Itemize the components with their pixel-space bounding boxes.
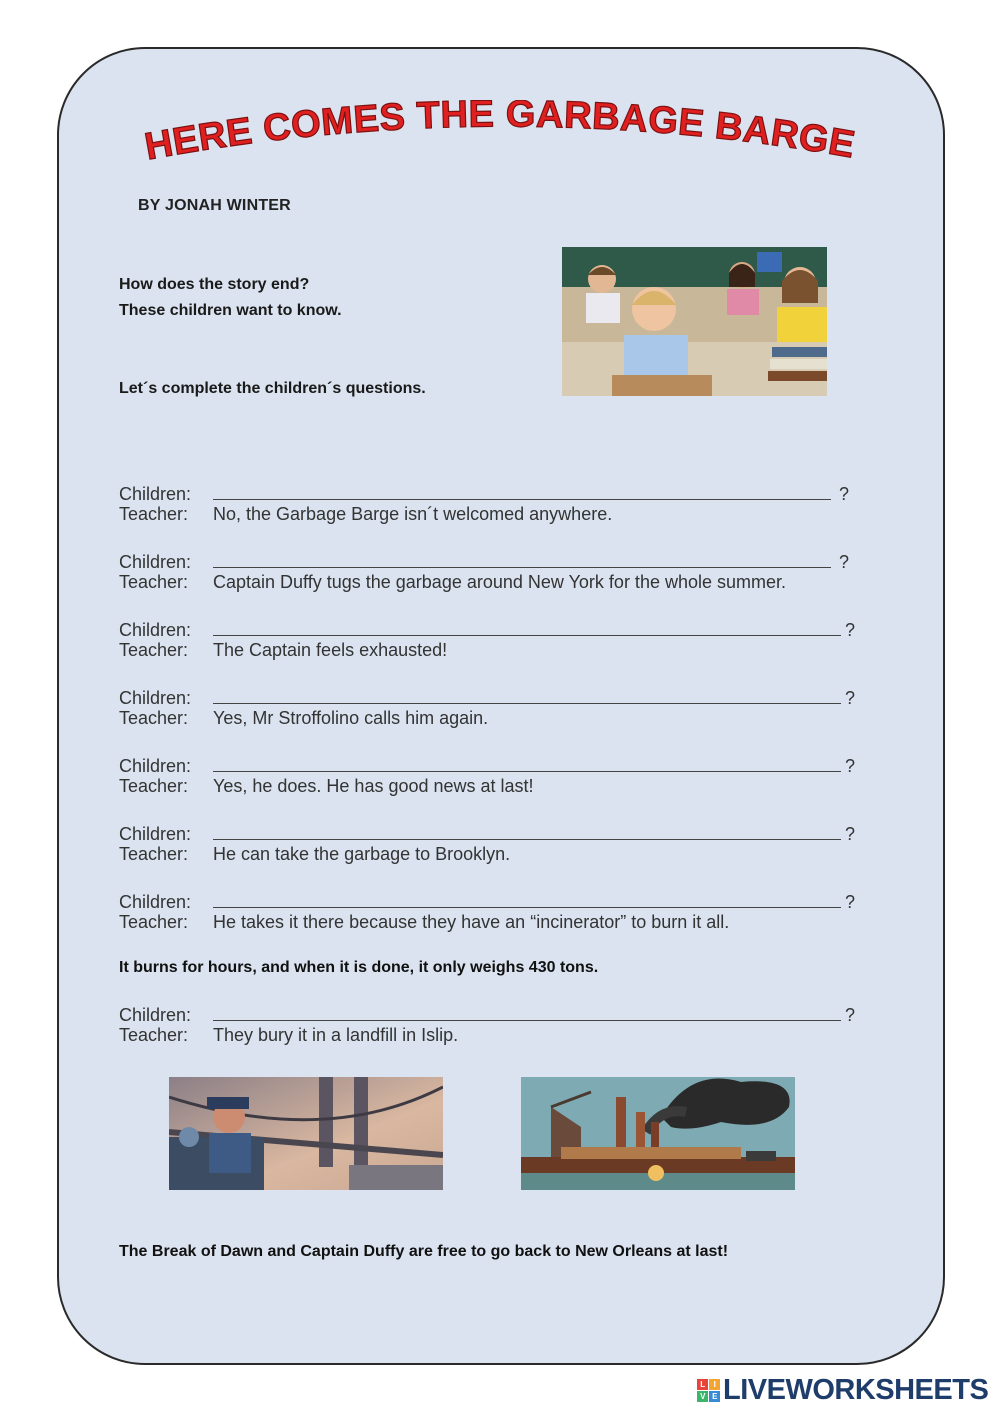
author-byline: BY JONAH WINTER [138, 197, 291, 214]
answer-blank-7[interactable] [213, 893, 841, 908]
answer-blank-1[interactable] [213, 485, 831, 500]
children-label: Children: [119, 620, 192, 640]
story-ending-note: The Break of Dawn and Captain Duffy are free to go back to New Orleans at last! [119, 1243, 729, 1260]
intro-question: How does the story end? [119, 276, 310, 293]
children-label: Children: [119, 824, 192, 844]
qa-pair-6 [119, 821, 879, 867]
question-mark: ? [845, 892, 856, 912]
answer-blank-4[interactable] [213, 689, 841, 704]
question-mark: ? [845, 824, 856, 844]
children-label: Children: [119, 688, 192, 708]
logo-letter: I [709, 1379, 720, 1390]
teacher-answer-3: The Captain feels exhausted! [213, 640, 448, 660]
children-label: Children: [119, 756, 192, 776]
teacher-label: Teacher: [119, 572, 189, 592]
answer-blank-6[interactable] [213, 825, 841, 840]
garbage-barge-illustration [521, 1077, 795, 1190]
qa-pair-4 [119, 685, 879, 731]
question-mark: ? [845, 1005, 856, 1025]
teacher-label: Teacher: [119, 640, 189, 660]
teacher-answer-6: He can take the garbage to Brooklyn. [213, 844, 511, 864]
logo-letter: L [697, 1379, 708, 1390]
answer-blank-3[interactable] [213, 621, 841, 636]
children-label: Children: [119, 484, 192, 504]
teacher-answer-1: No, the Garbage Barge isn´t welcomed anywhere. [213, 504, 613, 524]
teacher-answer-7: He takes it there because they have an “incinerator” to burn it all. [213, 912, 730, 932]
answer-blank-5[interactable] [213, 757, 841, 772]
teacher-answer-2: Captain Duffy tugs the garbage around New York for the whole summer. [213, 572, 787, 592]
answer-blank-8[interactable] [213, 1006, 841, 1021]
teacher-label: Teacher: [119, 504, 189, 524]
logo-letter: V [697, 1391, 708, 1402]
question-mark: ? [845, 756, 856, 776]
classroom-photo [562, 247, 827, 396]
logo-letter: E [709, 1391, 720, 1402]
teacher-answer-8: They bury it in a landfill in Islip. [213, 1025, 459, 1045]
question-mark: ? [845, 620, 856, 640]
qa-pair-8 [119, 1002, 879, 1048]
teacher-label: Teacher: [119, 1025, 189, 1045]
question-mark: ? [845, 688, 856, 708]
teacher-label: Teacher: [119, 708, 189, 728]
qa-pair-7 [119, 889, 879, 935]
children-label: Children: [119, 1005, 192, 1025]
intro-subtitle: These children want to know. [119, 302, 342, 319]
teacher-answer-4: Yes, Mr Stroffolino calls him again. [213, 708, 489, 728]
teacher-label: Teacher: [119, 776, 189, 796]
qa-pair-3 [119, 617, 879, 663]
qa-pair-1 [119, 481, 879, 527]
qa-pair-2 [119, 549, 879, 595]
worksheet-title [120, 100, 880, 180]
captain-bridge-illustration [169, 1077, 443, 1190]
story-note-incinerator: It burns for hours, and when it is done, it only weighs 430 tons. [119, 959, 599, 976]
svg-text:HERE COMES THE GARBAGE BARGE: HERE COMES THE GARBAGE BARGE [141, 100, 859, 169]
teacher-label: Teacher: [119, 844, 189, 864]
instruction-text: Let´s complete the children´s questions. [119, 380, 426, 397]
teacher-answer-5: Yes, he does. He has good news at last! [213, 776, 534, 796]
logo-wordmark: LIVEWORKSHEETS [723, 1374, 989, 1406]
teacher-label: Teacher: [119, 912, 189, 932]
qa-pair-5 [119, 753, 879, 799]
question-mark: ? [839, 484, 850, 504]
question-mark: ? [839, 552, 850, 572]
liveworksheets-logo[interactable] [697, 1374, 988, 1407]
children-label: Children: [119, 552, 192, 572]
answer-blank-2[interactable] [213, 553, 831, 568]
children-label: Children: [119, 892, 192, 912]
logo-mark [697, 1379, 720, 1402]
